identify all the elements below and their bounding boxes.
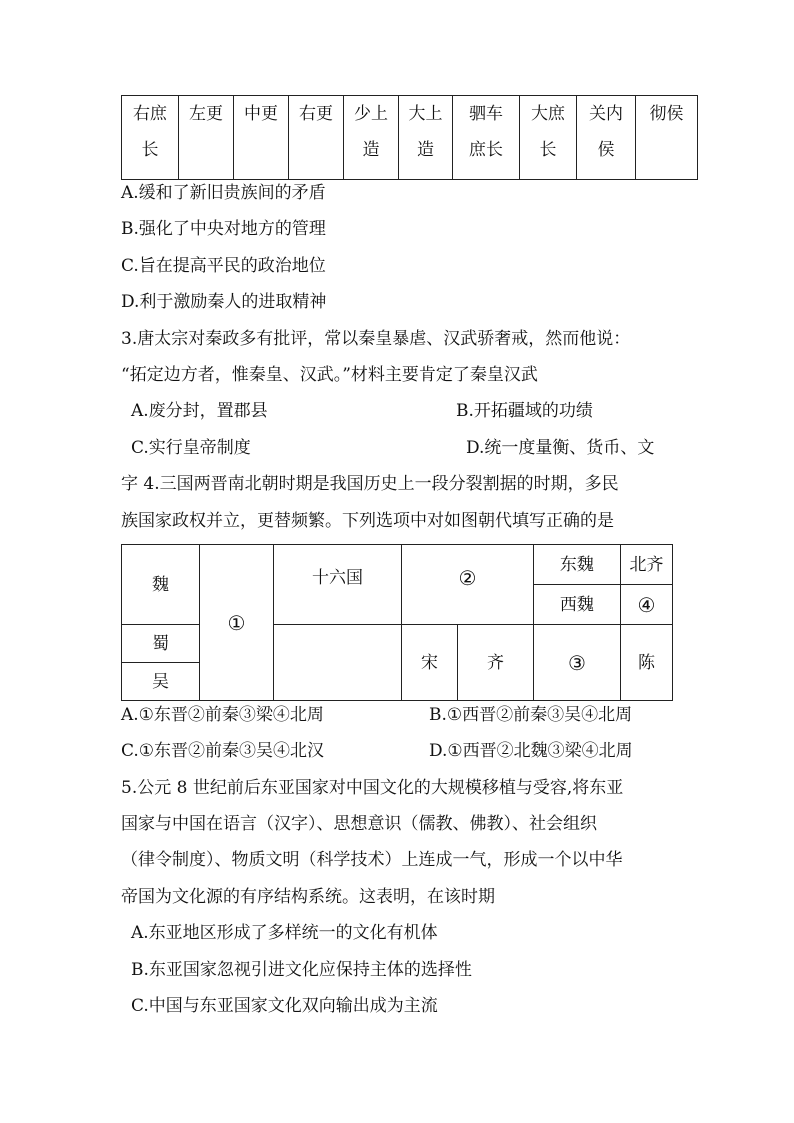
q3-stem-line2: “拓定边方者，惟秦皇、汉武。”材料主要肯定了秦皇汉武	[121, 365, 538, 385]
cell-wu: 吴	[122, 663, 200, 701]
cell-blank	[274, 625, 402, 701]
rank-cell: 少上 造	[344, 96, 399, 180]
q5-option-c: C.中国与东亚国家文化双向输出成为主流	[131, 996, 438, 1016]
q5-stem-line3: （律令制度）、物质文明（科学技术）上连成一气，形成一个以中华	[121, 850, 623, 870]
cell-mark-2: ②	[402, 545, 534, 625]
rank-cell: 左更	[179, 96, 234, 180]
q5-option-b: B.东亚国家忽视引进文化应保持主体的选择性	[131, 960, 472, 980]
rank-table	[121, 95, 698, 180]
q4-stem-line2: 族国家政权并立，更替频繁。下列选项中对如图朝代填写正确的是	[121, 511, 614, 531]
cell-shu: 蜀	[122, 625, 200, 663]
cell-xiwei: 西魏	[533, 585, 620, 625]
q3-option-d: D.统一度量衡、货币、文	[466, 438, 655, 458]
q4-option-c: C.①东晋②前秦③吴④北汉	[121, 741, 325, 761]
q2-option-c: C.旨在提高平民的政治地位	[121, 256, 326, 276]
rank-cell: 右庶 长	[122, 96, 179, 180]
rank-cell: 彻侯	[636, 96, 698, 180]
cell-mark-1: ①	[200, 545, 274, 701]
cell-qi: 齐	[458, 625, 534, 701]
cell-mark-4: ④	[620, 585, 672, 625]
cell-chen: 陈	[620, 625, 672, 701]
q2-option-d: D.利于激励秦人的进取精神	[121, 292, 327, 312]
q3-stem-line1: 3.唐太宗对秦政多有批评，常以秦皇暴虐、汉武骄奢戒，然而他说：	[121, 329, 631, 349]
q3-option-a: A.废分封，置郡县	[131, 401, 268, 421]
q3-option-b: B.开拓疆域的功绩	[456, 401, 593, 421]
rank-cell: 大庶 长	[520, 96, 577, 180]
rank-cell: 右更	[289, 96, 344, 180]
rank-cell: 驷车 庶长	[453, 96, 520, 180]
q4-stem-line1: 字 4.三国两晋南北朝时期是我国历史上一段分裂割据的时期，多民	[121, 474, 619, 494]
q4-option-a: A.①东晋②前秦③梁④北周	[121, 705, 324, 725]
q5-stem-line1: 5.公元 8 世纪前后东亚国家对中国文化的大规模移植与受容,将东亚	[121, 778, 624, 798]
cell-beiqi: 北齐	[620, 545, 672, 585]
q4-option-d: D.①西晋②北魏③梁④北周	[429, 741, 633, 761]
q2-option-b: B.强化了中央对地方的管理	[121, 219, 326, 239]
q3-option-c: C.实行皇帝制度	[131, 438, 251, 458]
q2-option-a: A.缓和了新旧贵族间的矛盾	[121, 183, 326, 203]
dynasty-table	[121, 544, 673, 701]
q4-option-b: B.①西晋②前秦③吴④北周	[429, 705, 633, 725]
cell-song: 宋	[402, 625, 458, 701]
q5-stem-line4: 帝国为文化源的有序结构系统。这表明，在该时期	[121, 887, 495, 907]
cell-wei: 魏	[122, 545, 200, 625]
cell-shiliuguo: 十六国	[274, 545, 402, 625]
rank-cell: 中更	[234, 96, 289, 180]
cell-mark-3: ③	[533, 625, 620, 701]
rank-cell: 关内 侯	[577, 96, 636, 180]
q5-option-a: A.东亚地区形成了多样统一的文化有机体	[131, 923, 438, 943]
q5-stem-line2: 国家与中国在语言（汉字）、思想意识（儒教、佛教）、社会组织	[121, 814, 597, 834]
rank-cell: 大上 造	[399, 96, 453, 180]
cell-dongwei: 东魏	[533, 545, 620, 585]
